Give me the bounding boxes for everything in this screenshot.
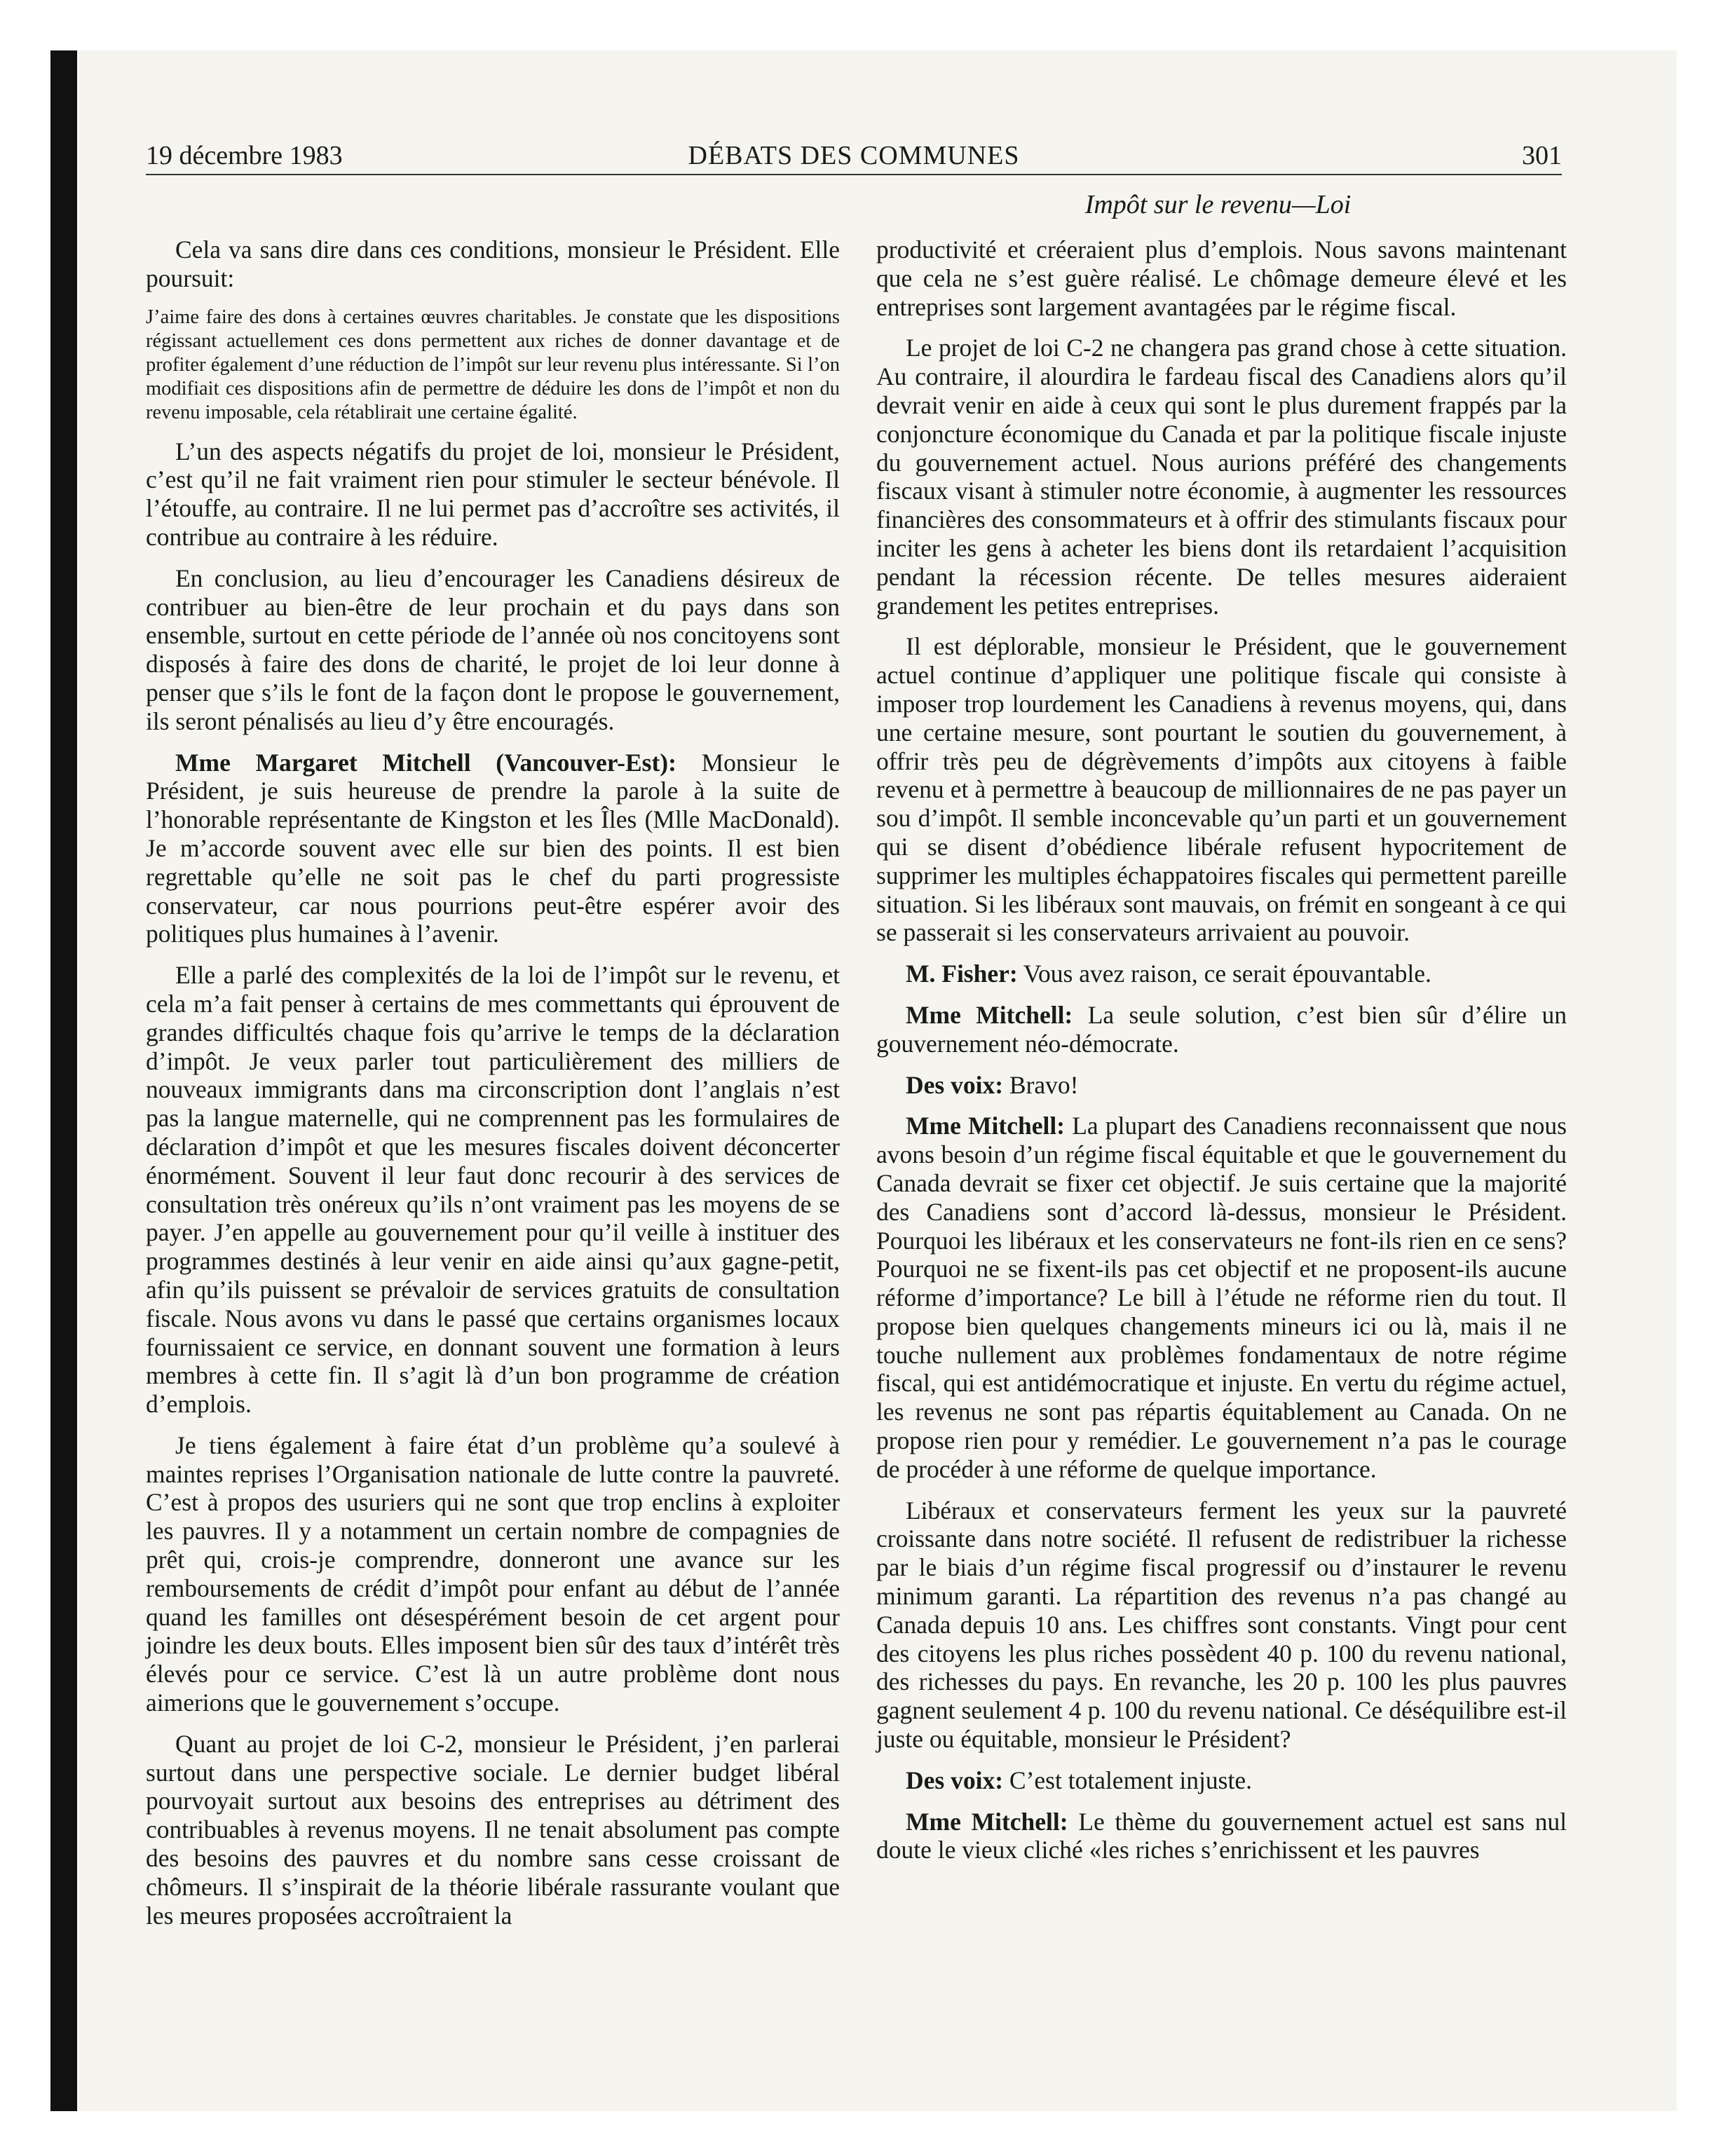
paragraph: Libéraux et conservateurs ferment les yeux sur la pauvreté croissante dans notre société. Il refusent de redistribuer la richesse par le biais d’un régime fiscal progressif ou d’instaurer le revenu minimum garanti. La répartition des revenus n’a pas changé au Canada depuis 10 ans. Les chiffres sont constants. Vingt pour cent des citoyens les plus riches possèdent 40 p. 100 du revenu national, des richesses du pays. En revanche, les 20 p. 100 les plus pauvres gagnent seulement 4 p. 100 du revenu national. Ce déséquilibre est-il juste ou équitable, monsieur le Président?: [876, 1496, 1567, 1754]
paragraph: En conclusion, au lieu d’encourager les Canadiens désireux de contribuer au bien-être de leur prochain et du pays dans son ensemble, surtout en cette période de l’année où nos concitoyens sont disposés à faire des dons de charité, le projet de loi leur donne à penser que s’ils le font de la façon dont le propose le gouvernement, ils seront pénalisés au lieu d’y être encouragés.: [146, 564, 840, 735]
speaker-name: Mme Mitchell:: [906, 1112, 1066, 1140]
speaker-name: M. Fisher:: [906, 960, 1018, 988]
paragraph: Je tiens également à faire état d’un problème qu’a soulevé à maintes reprises l’Organisation nationale de lutte contre la pauvreté. C’est à propos des usuriers qui ne sont que trop enclins à exploiter les pauvres. Il y a notamment un certain nombre de compagnies de prêt qui, crois-je comprendre, donneront une avance sur les remboursements de crédit d’impôt pour enfant au début de l’année quand les familles ont désespérément besoin de cet argent pour joindre les deux bouts. Elles imposent bien sûr des taux d’intérêt très élevés pour ce service. C’est là un autre problème dont nous aimerions que le gouvernement s’occupe.: [146, 1431, 840, 1717]
speech-text: Bravo!: [1003, 1070, 1079, 1099]
page-number: 301: [1522, 141, 1562, 170]
speech-text: Vous avez raison, ce serait épouvantable.: [1017, 960, 1431, 988]
running-header: [146, 137, 1562, 175]
header-date: 19 décembre 1983: [146, 141, 343, 170]
speech-paragraph: [876, 1766, 1567, 1795]
speaker-name: Des voix:: [906, 1766, 1004, 1794]
paragraph: Cela va sans dire dans ces conditions, monsieur le Président. Elle poursuit:: [146, 236, 840, 292]
paragraph: L’un des aspects négatifs du projet de loi, monsieur le Président, c’est qu’il ne fait vraiment rien pour stimuler le secteur bénévole. Il l’étouffe, au contraire. Il ne lui permet pas d’accroître ses activités, il contribue au contraire à les réduire.: [146, 437, 840, 551]
speech-paragraph: [876, 1071, 1567, 1100]
speech-paragraph: [876, 960, 1567, 988]
scan-border: [50, 50, 77, 2111]
speech-paragraph: [876, 1112, 1567, 1483]
paragraph: Le projet de loi C-2 ne changera pas grand chose à cette situation. Au contraire, il alourdira le fardeau fiscal des Canadiens alors qu’il devrait venir en aide à ceux qui sont le plus durement frappés par la conjoncture économique du Canada et par la politique fiscale injuste du gouvernement actuel. Nous aurions préféré des changements fiscaux visant à stimuler notre économie, à augmenter les ressources financières des consommateurs et à offrir des stimulants fiscaux pour inciter les gens à acheter les biens dont ils retardaient l’acquisition pendant la récession récente. De telles mesures aideraient grandement les petites entreprises.: [876, 334, 1567, 620]
speech-paragraph: [146, 749, 840, 949]
speaker-name: Des voix:: [906, 1070, 1004, 1099]
speech-paragraph: [876, 1001, 1567, 1058]
right-column: [876, 236, 1567, 1877]
speech-text: La seule solution, c’est bien sûr d’élire un gouvernement néo-démocrate.: [876, 1000, 1567, 1058]
speech-text: Monsieur le Président, je suis heureuse de prendre la parole à la suite de l’honorable représentante de Kingston et les Îles (Mlle MacDonald). Je m’accorde souvent avec elle sur bien des points. Il est bien regrettable qu’elle ne soit pas le chef du parti progressiste conservateur, car nous pourrions peut-être espérer avoir des politiques plus humaines à l’avenir.: [146, 748, 840, 948]
speech-paragraph: [876, 1808, 1567, 1865]
paragraph: Quant au projet de loi C-2, monsieur le Président, j’en parlerai surtout dans une perspective sociale. Le dernier budget libéral pourvoyait surtout aux besoins des entreprises au détriment des contribuables à revenus moyens. Il ne tenait absolument pas compte des besoins des pauvres et du nombre sans cesse croissant de chômeurs. Il s’inspirait de la théorie libérale rassurante voulant que les meures proposées accroîtraient la: [146, 1729, 840, 1930]
section-title: Impôt sur le revenu—Loi: [1084, 190, 1352, 219]
speech-text: Le thème du gouvernement actuel est sans nul doute le vieux cliché «les riches s’enrichissent et les pauvres: [876, 1807, 1567, 1864]
speech-text: La plupart des Canadiens reconnaissent que nous avons besoin d’un régime fiscal équitable et que le gouvernement du Canada devrait se fixer cet objectif. Je suis certaine que la majorité des Canadiens sont d’accord là-dessus, monsieur le Président. Pourquoi les libéraux et les conservateurs ne font-ils rien en ce sens? Pourquoi ne se fixent-ils pas cet objectif et ne proposent-ils aucune réforme d’importance? Le bill à l’étude ne réforme rien du tout. Il propose bien quelques changements mineurs ici ou là, mais il ne touche nullement aux problèmes fondamentaux de notre régime fiscal, qui est antidémocratique et injuste. En vertu du régime actuel, les revenus ne sont pas répartis équitablement au Canada. On ne propose rien pour y remédier. Le gouvernement n’a pas le courage de procéder à une réforme de quelque importance.: [876, 1112, 1567, 1483]
scan-margin: [50, 2111, 1677, 2156]
paragraph: productivité et créeraient plus d’emplois. Nous savons maintenant que cela ne s’est guère réalisé. Le chômage demeure élevé et les entreprises sont largement avantagées par le régime fiscal.: [876, 236, 1567, 321]
speech-text: C’est totalement injuste.: [1003, 1766, 1252, 1794]
block-quote: J’aime faire des dons à certaines œuvres charitables. Je constate que les dispositions régissant actuellement ces dons permettent aux riches de donner davantage et de profiter également d’une réduction de l’impôt sur leur revenu plus intéressante. Si l’on modifiait ces dispositions afin de permettre de déduire les dons de l’impôt et non du revenu imposable, cela rétablirait une certaine égalité.: [146, 306, 840, 423]
speaker-name: Mme Mitchell:: [906, 1807, 1068, 1836]
paragraph: Il est déplorable, monsieur le Président, que le gouvernement actuel continue d’appliquer une politique fiscale qui consiste à imposer trop lourdement les Canadiens à revenus moyens, qui, dans une certaine mesure, sont pourtant le soutien du gouvernement, à offrir très peu de dégrèvements d’impôts aux citoyens à faible revenu et à permettre à beaucoup de millionnaires de ne pas payer un sou d’impôt. Il semble inconcevable qu’un parti et un gouvernement qui se disent d’obédience libérale refusent hypocritement de supprimer les multiples échappatoires fiscales qui permettent pareille situation. Si les libéraux sont mauvais, on frémit en songeant à ce qui se passerait si les conservateurs arrivaient au pouvoir.: [876, 632, 1567, 947]
left-column: [146, 236, 840, 1942]
header-title: DÉBATS DES COMMUNES: [688, 141, 1020, 170]
speaker-name: Mme Mitchell:: [906, 1000, 1073, 1029]
paragraph: Elle a parlé des complexités de la loi de l’impôt sur le revenu, et cela m’a fait penser à certains de mes commettants qui éprouvent de grandes difficultés chaque fois qu’arrive le temps de la déclaration d’impôt. Je veux parler tout particulièrement des milliers de nouveaux immigrants dans ma circonscription dont l’anglais n’est pas la langue maternelle, qui ne comprennent pas les formulaires de déclaration d’impôt et que les mesures fiscales doivent déconcerter énormément. Souvent il leur faut donc recourir à des services de consultation très onéreux qu’ils n’ont vraiment pas les moyens de se payer. J’en appelle au gouvernement pour qu’il veille à instituer des programmes destinés à leur venir en aide ainsi qu’aux gagne-petit, afin qu’ils puissent se prévaloir de services gratuits de consultation fiscale. Nous avons vu dans le passé que certains organismes locaux fournissaient ce service, en donnant souvent une formation à leurs membres à cette fin. Il s’agit là d’un bon programme de création d’emplois.: [146, 961, 840, 1419]
speaker-name: Mme Margaret Mitchell (Vancouver-Est):: [175, 748, 676, 777]
